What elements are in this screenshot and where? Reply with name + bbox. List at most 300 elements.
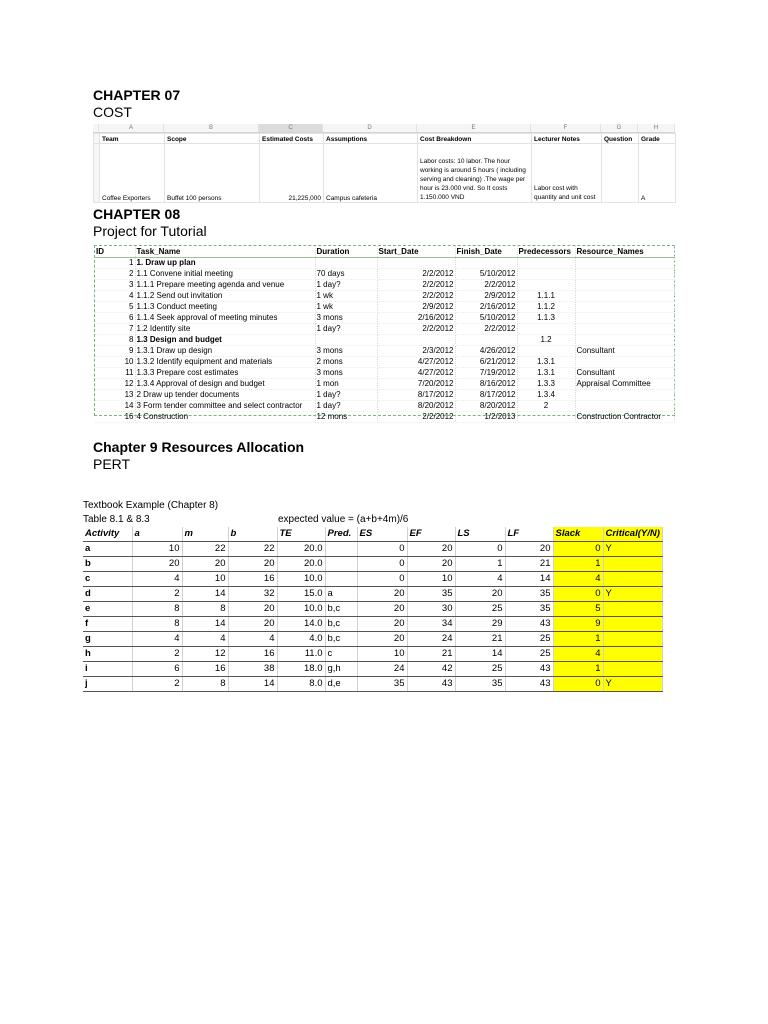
ef-cell: 20 [407,542,455,557]
table-reference-text: Table 8.1 & 8.3 [83,514,150,525]
start-date-cell: 8/20/2012 [377,401,455,412]
ls-cell: 21 [455,632,505,647]
header-cell: Activity [83,527,132,542]
b-cell: 20 [228,602,277,617]
header-cell: ID [95,246,135,258]
m-cell: 8 [182,602,228,617]
finish-date-cell: 5/10/2012 [455,269,517,280]
ef-cell: 21 [407,647,455,662]
resource-names-cell [575,258,674,269]
es-cell: 24 [357,662,407,677]
predecessors-cell [517,258,575,269]
task-id-cell: 14 [95,401,135,412]
pert-sheet [83,499,663,692]
m-cell: 16 [182,662,228,677]
task-row [95,335,674,346]
task-row [95,357,674,368]
task-id-cell: 1 [95,258,135,269]
cost-data-row [94,144,676,203]
resource-names-cell [575,357,674,368]
resource-names-cell [575,324,674,335]
header-cell: Finish_Date [455,246,517,258]
a-cell: 20 [132,557,182,572]
predecessors-cell: 1.3.1 [517,368,575,379]
pred-cell: b,c [325,617,357,632]
pert-row [83,647,662,662]
task-row [95,324,674,335]
b-cell: 14 [228,677,277,692]
activity-cell: f [83,617,132,632]
te-cell: 8.0 [277,677,325,692]
a-cell: 4 [132,632,182,647]
slack-cell: 0 [553,542,603,557]
duration-cell: 3 mons [315,368,377,379]
b-cell: 16 [228,647,277,662]
lf-cell: 43 [505,662,553,677]
a-cell: 2 [132,587,182,602]
a-cell: 2 [132,677,182,692]
activity-cell: i [83,662,132,677]
header-cell: b [228,527,277,542]
predecessors-cell [517,346,575,357]
activity-cell: j [83,677,132,692]
finish-date-cell: 2/2/2012 [455,280,517,291]
finish-date-cell: 8/16/2012 [455,379,517,390]
critical-cell [603,572,662,587]
a-cell: 8 [132,617,182,632]
task-id-cell: 2 [95,269,135,280]
header-cell: EF [407,527,455,542]
finish-date-cell [455,258,517,269]
expected-value-formula: expected value = (a+b+4m)/6 [278,514,409,525]
header-cell: Pred. [325,527,357,542]
start-date-cell: 4/27/2012 [377,368,455,379]
task-row [95,280,674,291]
predecessors-cell: 1.1.1 [517,291,575,302]
task-header-row [95,246,674,258]
es-cell: 20 [357,602,407,617]
slack-cell: 1 [553,662,603,677]
ls-cell: 20 [455,587,505,602]
slack-cell: 1 [553,632,603,647]
es-cell: 0 [357,557,407,572]
task-name-cell: 1.3.4 Approval of design and budget [135,379,315,390]
predecessors-cell: 1.2 [517,335,575,346]
a-cell: 10 [132,542,182,557]
predecessors-cell [517,280,575,291]
duration-cell: 12 mons [315,412,377,423]
finish-date-cell: 8/20/2012 [455,401,517,412]
cost-breakdown-cell: Labor costs: 10 labor. The hour working is around 5 hours ( including serving and cleaning) .The wage per hour is 23.000 vnd. So It costs 1.150.000 VND [418,144,532,203]
start-date-cell: 2/3/2012 [377,346,455,357]
project-task-table [94,245,675,421]
duration-cell: 1 wk [315,302,377,313]
lf-cell: 14 [505,572,553,587]
activity-cell: b [83,557,132,572]
header-cell: a [132,527,182,542]
task-row [95,401,674,412]
slack-cell: 9 [553,617,603,632]
task-id-cell: 6 [95,313,135,324]
critical-cell [603,647,662,662]
m-cell: 20 [182,557,228,572]
finish-date-cell: 7/19/2012 [455,368,517,379]
pred-cell [325,557,357,572]
te-cell: 15.0 [277,587,325,602]
header-cell: Lecturer Notes [532,134,602,144]
duration-cell: 1 wk [315,291,377,302]
lf-cell: 21 [505,557,553,572]
task-id-cell: 8 [95,335,135,346]
column-letter: B [164,124,259,132]
duration-cell: 2 mons [315,357,377,368]
ls-cell: 29 [455,617,505,632]
activity-cell: c [83,572,132,587]
pred-cell: d,e [325,677,357,692]
start-date-cell: 2/2/2012 [377,412,455,423]
task-row [95,412,674,423]
start-date-cell: 2/2/2012 [377,280,455,291]
predecessors-cell: 1.1.3 [517,313,575,324]
m-cell: 8 [182,677,228,692]
ls-cell: 4 [455,572,505,587]
chapter-07-heading: CHAPTER 07 [93,87,181,103]
lf-cell: 43 [505,677,553,692]
start-date-cell [377,335,455,346]
task-id-cell: 12 [95,379,135,390]
pert-row [83,662,662,677]
duration-cell: 3 mons [315,313,377,324]
header-cell: Duration [315,246,377,258]
lf-cell: 25 [505,647,553,662]
ef-cell: 34 [407,617,455,632]
duration-cell: 1 mon [315,379,377,390]
pert-header-row [83,527,662,542]
task-name-cell: 1.1 Convene initial meeting [135,269,315,280]
resource-names-cell [575,269,674,280]
task-row [95,379,674,390]
grade-cell: A [639,144,676,203]
pert-row [83,632,662,647]
start-date-cell [377,258,455,269]
duration-cell: 1 day? [315,324,377,335]
column-letter: E [417,124,531,132]
pert-row [83,587,662,602]
task-name-cell: 1. Draw up plan [135,258,315,269]
assumptions-cell: Campus cafeteria [324,144,418,203]
pred-cell: c [325,647,357,662]
header-cell: Team [100,134,165,144]
task-name-cell: 1.3.3 Prepare cost estimates [135,368,315,379]
finish-date-cell: 6/21/2012 [455,357,517,368]
header-cell: Estimated Costs [260,134,324,144]
task-id-cell: 11 [95,368,135,379]
ef-cell: 35 [407,587,455,602]
task-id-cell: 3 [95,280,135,291]
lf-cell: 35 [505,602,553,617]
activity-cell: d [83,587,132,602]
task-id-cell: 10 [95,357,135,368]
resource-names-cell [575,302,674,313]
chapter-08-subheading: Project for Tutorial [93,223,207,239]
chapter-08-heading: CHAPTER 08 [93,206,181,222]
task-table [95,246,675,423]
pert-caption: Textbook Example (Chapter 8) [83,500,219,511]
a-cell: 2 [132,647,182,662]
start-date-cell: 4/27/2012 [377,357,455,368]
critical-cell: Y [603,677,662,692]
header-cell: Slack [553,527,603,542]
resource-names-cell: Consultant [575,368,674,379]
task-name-cell: 1.1.2 Send out invitation [135,291,315,302]
task-id-cell: 13 [95,390,135,401]
header-cell: Grade [639,134,676,144]
m-cell: 12 [182,647,228,662]
pred-cell: g,h [325,662,357,677]
task-name-cell: 2 Draw up tender documents [135,390,315,401]
task-row [95,313,674,324]
predecessors-cell: 1.3.1 [517,357,575,368]
b-cell: 20 [228,617,277,632]
duration-cell: 1 day? [315,390,377,401]
es-cell: 0 [357,572,407,587]
finish-date-cell: 2/16/2012 [455,302,517,313]
column-letter-bar [93,124,675,133]
header-cell: m [182,527,228,542]
column-letter: C [259,124,323,132]
ef-cell: 43 [407,677,455,692]
te-cell: 14.0 [277,617,325,632]
ls-cell: 14 [455,647,505,662]
header-cell: Start_Date [377,246,455,258]
cost-table [93,133,676,203]
header-cell: ES [357,527,407,542]
es-cell: 20 [357,617,407,632]
ef-cell: 20 [407,557,455,572]
header-cell: LF [505,527,553,542]
ls-cell: 35 [455,677,505,692]
slack-cell: 0 [553,587,603,602]
es-cell: 0 [357,542,407,557]
ef-cell: 10 [407,572,455,587]
task-row [95,269,674,280]
task-name-cell: 1.1.4 Seek approval of meeting minutes [135,313,315,324]
task-row [95,390,674,401]
task-row [95,291,674,302]
task-id-cell: 7 [95,324,135,335]
lf-cell: 43 [505,617,553,632]
task-name-cell: 1.3 Design and budget [135,335,315,346]
slack-cell: 0 [553,677,603,692]
ls-cell: 25 [455,602,505,617]
slack-cell: 5 [553,602,603,617]
predecessors-cell: 1.1.2 [517,302,575,313]
start-date-cell: 2/16/2012 [377,313,455,324]
header-cell: TE [277,527,325,542]
chapter-07-subheading: COST [93,104,132,120]
header-cell: Task_Name [135,246,315,258]
start-date-cell: 7/20/2012 [377,379,455,390]
b-cell: 4 [228,632,277,647]
question-cell [602,144,639,203]
resource-names-cell [575,390,674,401]
ls-cell: 0 [455,542,505,557]
m-cell: 10 [182,572,228,587]
es-cell: 20 [357,587,407,602]
header-cell: Cost Breakdown [418,134,532,144]
column-letter: A [99,124,164,132]
task-row [95,346,674,357]
task-id-cell: 9 [95,346,135,357]
critical-cell: Y [603,542,662,557]
task-name-cell: 1.3.2 Identify equipment and materials [135,357,315,368]
predecessors-cell [517,269,575,280]
resource-names-cell: Construction Contractor [575,412,674,423]
duration-cell [315,335,377,346]
critical-cell [603,617,662,632]
duration-cell: 1 day? [315,280,377,291]
pred-cell: a [325,587,357,602]
ef-cell: 24 [407,632,455,647]
pert-row [83,677,662,692]
estimated-costs-cell: 21,225,000 [260,144,324,203]
predecessors-cell [517,324,575,335]
b-cell: 16 [228,572,277,587]
b-cell: 20 [228,557,277,572]
slack-cell: 4 [553,572,603,587]
a-cell: 8 [132,602,182,617]
duration-cell [315,258,377,269]
m-cell: 4 [182,632,228,647]
chapter-09-subheading: PERT [93,456,131,472]
start-date-cell: 8/17/2012 [377,390,455,401]
slack-cell: 1 [553,557,603,572]
task-name-cell: 4 Construction [135,412,315,423]
pert-table-reference [83,513,663,527]
critical-cell [603,632,662,647]
header-cell: Assumptions [324,134,418,144]
header-cell: Critical(Y/N) [603,527,662,542]
task-rows [95,258,674,423]
ef-cell: 30 [407,602,455,617]
te-cell: 10.0 [277,602,325,617]
header-cell: Scope [165,134,260,144]
resource-names-cell [575,291,674,302]
header-cell: Predecessors [517,246,575,258]
finish-date-cell: 2/2/2012 [455,324,517,335]
activity-cell: g [83,632,132,647]
b-cell: 22 [228,542,277,557]
a-cell: 6 [132,662,182,677]
header-cell: Resource_Names [575,246,674,258]
task-id-cell: 4 [95,291,135,302]
duration-cell: 3 mons [315,346,377,357]
task-name-cell: 1.3.1 Draw up design [135,346,315,357]
te-cell: 18.0 [277,662,325,677]
duration-cell: 1 day? [315,401,377,412]
finish-date-cell: 8/17/2012 [455,390,517,401]
resource-names-cell: Consultant [575,346,674,357]
lecturer-notes-cell: Labor cost with quantity and unit cost [532,144,602,203]
a-cell: 4 [132,572,182,587]
chapter-09-heading: Chapter 9 Resources Allocation [93,439,305,455]
start-date-cell: 2/2/2012 [377,291,455,302]
resource-names-cell [575,401,674,412]
te-cell: 11.0 [277,647,325,662]
resource-names-cell [575,313,674,324]
resource-names-cell [575,335,674,346]
task-name-cell: 3 Form tender committee and select contractor [135,401,315,412]
critical-cell [603,662,662,677]
start-date-cell: 2/9/2012 [377,302,455,313]
te-cell: 4.0 [277,632,325,647]
task-id-cell: 16 [95,412,135,423]
ls-cell: 25 [455,662,505,677]
resource-names-cell: Appraisal Committee [575,379,674,390]
cost-spreadsheet [93,124,675,202]
task-name-cell: 1.1.3 Conduct meeting [135,302,315,313]
predecessors-cell: 1.3.3 [517,379,575,390]
es-cell: 10 [357,647,407,662]
m-cell: 14 [182,587,228,602]
pred-cell [325,572,357,587]
activity-cell: a [83,542,132,557]
m-cell: 14 [182,617,228,632]
critical-cell [603,602,662,617]
te-cell: 20.0 [277,557,325,572]
task-row [95,258,674,269]
finish-date-cell: 1/2/2013 [455,412,517,423]
cost-header-row [94,134,676,144]
predecessors-cell: 2 [517,401,575,412]
te-cell: 10.0 [277,572,325,587]
b-cell: 32 [228,587,277,602]
duration-cell: 70 days [315,269,377,280]
finish-date-cell: 5/10/2012 [455,313,517,324]
pert-rows [83,542,662,692]
task-id-cell: 5 [95,302,135,313]
predecessors-cell: 1.3.4 [517,390,575,401]
m-cell: 22 [182,542,228,557]
task-name-cell: 1.2 Identify site [135,324,315,335]
resource-names-cell [575,280,674,291]
es-cell: 20 [357,632,407,647]
predecessors-cell [517,412,575,423]
pert-table [83,527,663,692]
start-date-cell: 2/2/2012 [377,269,455,280]
task-row [95,368,674,379]
b-cell: 38 [228,662,277,677]
pert-row [83,617,662,632]
start-date-cell: 2/2/2012 [377,324,455,335]
finish-date-cell: 4/26/2012 [455,346,517,357]
task-row [95,302,674,313]
critical-cell: Y [603,587,662,602]
finish-date-cell: 2/9/2012 [455,291,517,302]
lf-cell: 20 [505,542,553,557]
finish-date-cell [455,335,517,346]
pert-row [83,542,662,557]
column-letter: D [323,124,417,132]
column-letter: H [638,124,675,132]
pert-row [83,557,662,572]
column-letter: F [531,124,601,132]
pred-cell [325,542,357,557]
es-cell: 35 [357,677,407,692]
critical-cell [603,557,662,572]
scope-cell: Buffet 100 persons [165,144,260,203]
team-cell: Coffee Exporters [100,144,165,203]
